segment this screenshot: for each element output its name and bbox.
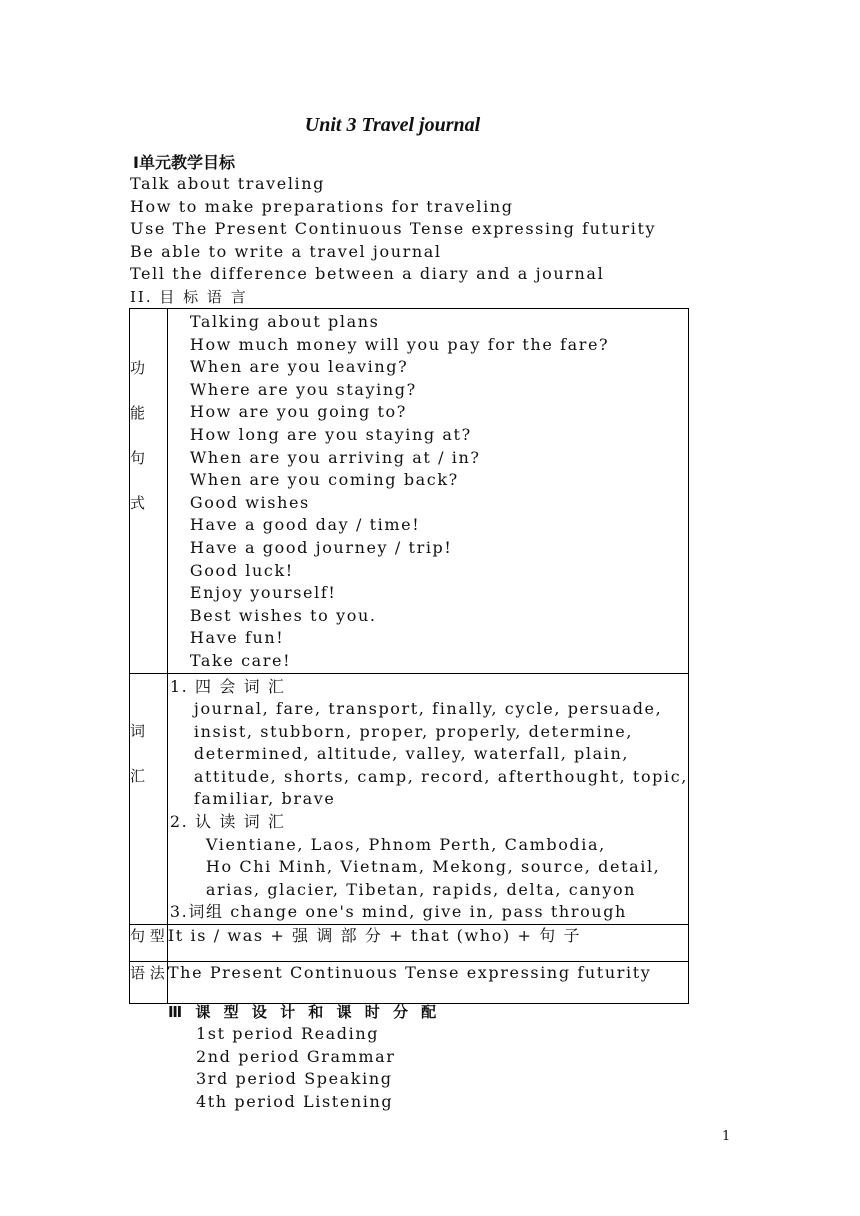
sentence-line: Talking about plans [189,312,380,331]
sentence-line: When are you coming back? [189,470,459,490]
list-item: Use The Present Continuous Tense expressing futurity [130,219,657,239]
list-item: 2nd period Grammar [196,1046,396,1066]
section1-heading: Ⅰ单元教学目标 [133,153,235,172]
vocab-line: determined, altitude, valley, waterfall, plain, [193,744,630,764]
vocab-line: Vientiane, Laos, Phnom Perth, Cambodia, [205,834,606,854]
sentence-line: Good luck! [189,560,294,580]
list-item: 1st period Reading [196,1024,380,1043]
vocab-subheading: 1. 四 会 词 汇 [169,676,286,696]
goals-list [130,173,656,286]
list-item: Talk about traveling [130,174,326,193]
label-char: 式 [130,494,146,512]
sentence-line: Take care! [189,650,292,670]
grammar-label-cell: 语 法 [130,962,168,1004]
sentence-line: Have fun! [189,628,285,648]
phrase-line: 3.词组 change one's mind, give in, pass through [169,902,627,922]
list-item: Tell the difference between a diary and a journal [130,264,605,284]
list-item: How to make preparations for traveling [130,196,514,216]
vocab-line: arias, glacier, Tibetan, rapids, delta, canyon [205,879,637,899]
periods-list [196,1023,396,1113]
vocabulary-label-cell [130,673,168,925]
page-number: 1 [722,1129,731,1144]
vocabulary-content-cell [167,673,688,925]
label-char: 句 [130,449,146,467]
sentence-line: When are you leaving? [189,357,409,377]
vocab-line: Ho Chi Minh, Vietnam, Mekong, source, detail, [205,857,661,877]
vocab-subheading: 2. 认 读 词 汇 [169,812,286,832]
sentence-line: Good wishes [189,492,310,512]
sentence-line: How are you going to? [189,402,407,422]
grammar-content-cell: The Present Continuous Tense expressing futurity [167,962,688,1004]
sentence-line: Best wishes to you. [189,605,377,625]
table-row [130,309,689,674]
vocab-line: journal, fare, transport, finally, cycle, persuade, [193,699,663,719]
table-row [130,925,689,962]
sentence-line: Have a good journey / trip! [189,537,453,557]
label-char: 词 [130,721,146,740]
vocab-line: insist, stubborn, proper, properly, determine, [193,721,634,741]
label-char: 能 [130,404,146,422]
table-row [130,962,689,1004]
sentence-line: Have a good day / time! [189,515,421,535]
label-char: 汇 [130,766,146,785]
sentence-line: How much money will you pay for the fare? [189,334,610,354]
target-language-table [129,308,689,1004]
section2-heading: II. 目 标 语 言 [130,288,248,306]
sentence-line: How long are you staying at? [189,424,472,444]
label-char: 功 [130,359,146,377]
sentence-line: Where are you staying? [189,379,417,399]
pattern-content-cell: It is / was + 强 调 部 分 + that (who) + 句 子 [167,925,688,962]
vocab-line: familiar, brave [193,789,336,809]
table-row [130,673,689,925]
sentences-content-cell [167,309,688,674]
vocab-line: attitude, shorts, camp, record, afterthought, topic, [193,766,688,786]
sentences-label-cell [130,309,168,674]
list-item: 3rd period Speaking [196,1069,393,1089]
sentence-line: Enjoy yourself! [189,583,337,603]
pattern-label-cell: 句 型 [130,925,168,962]
list-item: Be able to write a travel journal [130,241,442,261]
sentence-line: When are you arriving at / in? [189,447,481,467]
list-item: 4th period Listening [196,1091,394,1111]
page-title: Unit 3 Travel journal [304,114,481,136]
section3-heading: Ⅲ 课 型 设 计 和 课 时 分 配 [168,1003,441,1021]
